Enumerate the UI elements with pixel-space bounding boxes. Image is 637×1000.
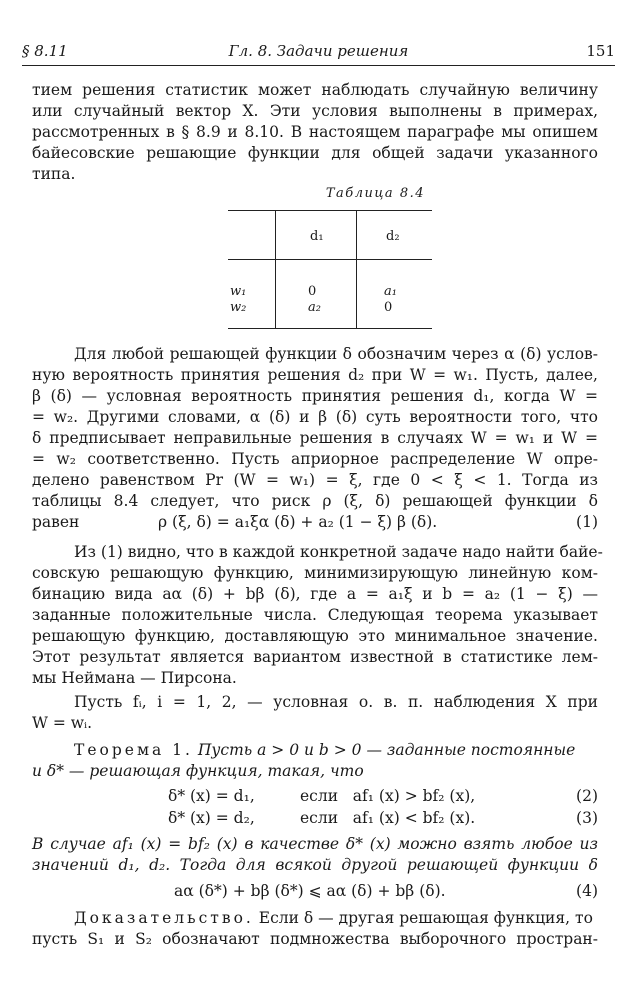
- table-bottom-rule: [228, 328, 432, 329]
- theorem-statement: Пусть a > 0 и b > 0 — заданные постоянные: [197, 741, 576, 759]
- proof-text: Если δ — другая решающая функция, то: [253, 909, 593, 927]
- theorem-line: [74, 740, 575, 760]
- text-line: δ предписывает неправильные решения в случаях W = w₁ и W =: [32, 429, 598, 447]
- theorem-line: и δ* — решающая функция, такая, что: [32, 762, 364, 780]
- table-divider: [275, 210, 276, 329]
- running-header: [22, 42, 615, 64]
- text-line: рассмотренных в § 8.9 и 8.10. В настоящем параграфе мы опишем: [32, 123, 598, 141]
- text-line: ную вероятность принятия решения d₂ при W = w₁. Пусть, далее,: [32, 366, 598, 384]
- equation-4: aα (δ*) + bβ (δ*) ⩽ aα (δ) + bβ (δ).: [174, 882, 446, 900]
- text-line: Пусть fᵢ, i = 1, 2, — условная о. в. п. наблюдения X при: [74, 693, 598, 711]
- proof-label: Доказательство.: [74, 909, 254, 927]
- table-cell: a₂: [308, 300, 321, 315]
- decision-table: [228, 210, 432, 329]
- text-line: или случайный вектор X. Эти условия выполнены в примерах,: [32, 102, 598, 120]
- text-line: делено равенством Pr (W = w₁) = ξ, где 0 < ξ < 1. Тогда из: [32, 471, 598, 489]
- chapter-title: Гл. 8. Задачи решения: [228, 42, 409, 60]
- table-row-label: w₂: [230, 300, 247, 315]
- table-caption: Таблица 8.4: [325, 186, 425, 201]
- text-line: = w₂ соответственно. Пусть априорное распределение W опре-: [32, 450, 598, 468]
- table-cell: a₁: [384, 284, 397, 299]
- text-line: таблицы 8.4 следует, что риск ρ (ξ, δ) решающей функции δ: [32, 492, 598, 510]
- table-header-d1: d₁: [310, 229, 324, 244]
- text-line: равен: [32, 513, 80, 531]
- text-line: β (δ) — условная вероятность принятия решения d₁, когда W =: [32, 387, 598, 405]
- theorem-line: значений d₁, d₂. Тогда для всякой другой решающей функции δ: [32, 856, 598, 874]
- header-rule: [22, 65, 615, 66]
- equation-3-condition: если af₁ (x) < bf₂ (x).: [300, 809, 476, 827]
- equation-number: (4): [576, 882, 598, 900]
- text-line: Для любой решающей функции δ обозначим через α (δ) услов-: [74, 345, 598, 363]
- equation-number: (1): [576, 513, 598, 531]
- text-line: = w₂. Другими словами, α (δ) и β (δ) суть вероятности того, что: [32, 408, 598, 426]
- text-line: бинацию вида aα (δ) + bβ (δ), где a = a₁ξ и b = a₂ (1 − ξ) —: [32, 585, 598, 603]
- equation-number: (2): [576, 787, 598, 805]
- text-line: W = wᵢ.: [32, 714, 93, 732]
- table-cell: 0: [308, 284, 317, 299]
- text-line: решающую функцию, доставляющую это минимальное значение.: [32, 627, 598, 645]
- table-cell: 0: [384, 300, 393, 315]
- proof-line: пусть S₁ и S₂ обозначают подмножества выборочного простран-: [32, 930, 598, 948]
- text-line: заданные положительные числа. Следующая теорема указывает: [32, 606, 598, 624]
- text-line: тием решения статистик может наблюдать случайную величину: [32, 81, 598, 99]
- table-divider: [356, 210, 357, 329]
- page-number: 151: [586, 42, 615, 60]
- table-top-rule: [228, 210, 432, 211]
- text-line: типа.: [32, 165, 76, 183]
- equation-number: (3): [576, 809, 598, 827]
- text-line: совскую решающую функцию, минимизирующую линейную ком-: [32, 564, 598, 582]
- equation-2-left: δ* (x) = d₁,: [168, 787, 255, 805]
- proof-line: [74, 908, 598, 928]
- table-header-d2: d₂: [386, 229, 400, 244]
- text-line: байесовские решающие функции для общей задачи указанного: [32, 144, 598, 162]
- text-line: Этот результат является вариантом известной в статистике лем-: [32, 648, 598, 666]
- text-line: Из (1) видно, что в каждой конкретной задаче надо найти байе-: [74, 543, 603, 561]
- equation-2-condition: если af₁ (x) > bf₂ (x),: [300, 787, 476, 805]
- theorem-label: Теорема 1.: [74, 741, 193, 759]
- table-row-label: w₁: [230, 284, 247, 299]
- equation-3-left: δ* (x) = d₂,: [168, 809, 255, 827]
- text-line: мы Неймана — Пирсона.: [32, 669, 237, 687]
- theorem-line: В случае af₁ (x) = bf₂ (x) в качестве δ* (x) можно взять любое из: [32, 835, 598, 853]
- equation-1: ρ (ξ, δ) = a₁ξα (δ) + a₂ (1 − ξ) β (δ).: [158, 513, 438, 531]
- table-header-rule: [228, 259, 432, 260]
- section-label: § 8.11: [22, 42, 68, 60]
